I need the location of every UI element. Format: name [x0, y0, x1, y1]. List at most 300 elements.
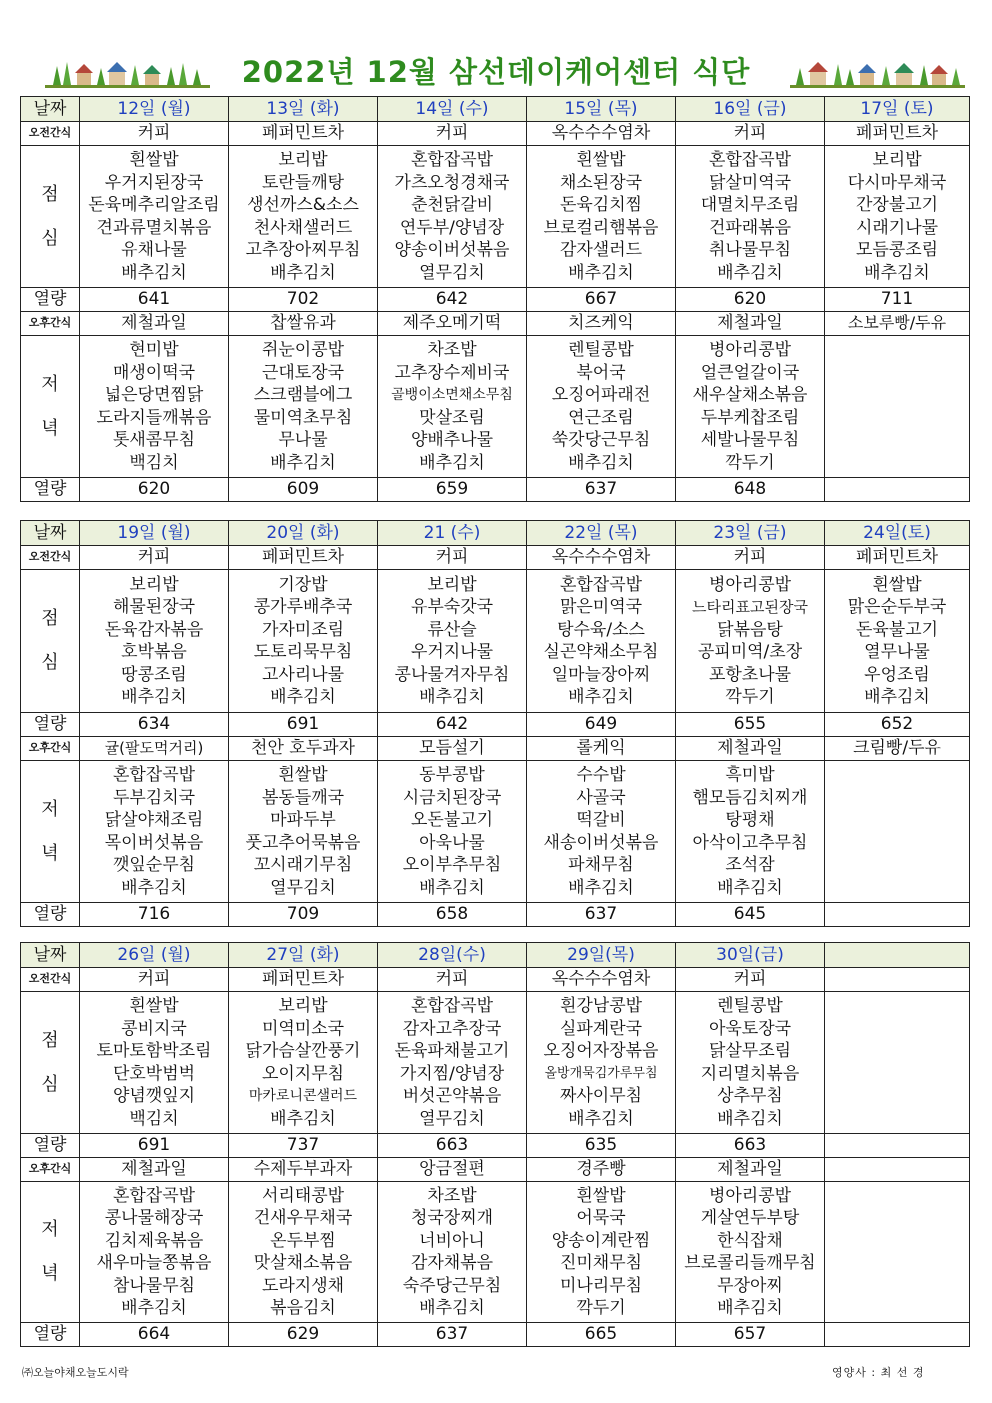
day-header: 17일 (토) — [825, 97, 970, 122]
menu-item: 파채무침 — [568, 855, 634, 875]
lunch-cell — [80, 570, 229, 713]
page-header — [0, 48, 992, 92]
lunch-label — [21, 146, 80, 288]
afternoon-snack-cell: 소보루빵/두유 — [825, 312, 970, 336]
company-name: ㈜오늘야채오늘도시락 — [22, 1366, 129, 1379]
menu-item: 차조밥 — [427, 1185, 477, 1206]
dinner-cell — [229, 1182, 378, 1323]
menu-item: 진미채무침 — [559, 1253, 643, 1273]
menu-item: 기장밥 — [278, 574, 328, 595]
menu-item: 견과류멸치볶음 — [96, 217, 212, 238]
menu-item: 건파래볶음 — [708, 217, 792, 238]
calories-cell: 620 — [676, 288, 825, 312]
dinner-cell — [676, 336, 825, 478]
calories-label: 열량 — [21, 903, 80, 927]
menu-item: 공피미역/초장 — [697, 642, 803, 662]
menu-item: 배추김치 — [568, 452, 634, 473]
day-header: 29일(목) — [527, 943, 676, 968]
afternoon-snack-cell: 제주오메기떡 — [378, 312, 527, 336]
menu-item: 토마토함박조림 — [96, 1041, 212, 1061]
calories-cell: 657 — [676, 1323, 825, 1347]
menu-item: 물미역초무침 — [253, 407, 353, 428]
calories-cell: 648 — [676, 478, 825, 502]
lunch-cell — [825, 146, 970, 288]
menu-item: 흰쌀밥 — [576, 150, 626, 170]
day-header: 19일 (월) — [80, 521, 229, 546]
menu-item: 맛살조림 — [419, 407, 485, 428]
morning-snack-cell: 옥수수수염차 — [527, 546, 676, 570]
menu-item: 숙주당근무침 — [402, 1275, 502, 1296]
dinner-calories-row — [21, 478, 970, 502]
menu-item: 오징어자장볶음 — [543, 1041, 659, 1061]
menu-item: 배추김치 — [419, 1298, 485, 1318]
morning-snack-cell — [825, 968, 970, 992]
calories-label: 열량 — [21, 288, 80, 312]
calories-label: 열량 — [21, 713, 80, 737]
lunch-label-top: 점 — [41, 183, 59, 205]
lunch-cell — [80, 146, 229, 288]
dinner-label-bottom: 녁 — [41, 842, 59, 864]
menu-item: 배추김치 — [717, 1298, 783, 1318]
menu-item: 김치제육볶음 — [104, 1230, 204, 1251]
menu-item: 스크램블에그 — [253, 385, 353, 405]
menu-item: 새송이버섯볶음 — [543, 832, 659, 853]
lunch-label-top: 점 — [41, 1029, 59, 1051]
afternoon-snack-cell: 치즈케익 — [527, 312, 676, 336]
menu-item: 보리밥 — [427, 574, 477, 595]
afternoon-snack-cell: 제철과일 — [676, 1158, 825, 1182]
menu-item: 감자고추장국 — [402, 1018, 502, 1039]
afternoon-snack-cell: 천안 호두과자 — [229, 737, 378, 761]
date-row — [21, 943, 970, 968]
menu-item: 목이버섯볶음 — [104, 832, 204, 853]
menu-item: 혼합잡곡밥 — [410, 150, 494, 170]
morning-snack-cell: 페퍼민트차 — [825, 546, 970, 570]
dinner-row — [21, 1182, 970, 1323]
menu-item: 단호박범벅 — [112, 1063, 196, 1084]
morning-snack-cell: 커피 — [676, 546, 825, 570]
menu-item: 렌틸콩밥 — [717, 996, 783, 1016]
menu-item: 떡갈비 — [576, 810, 626, 830]
menu-item: 아삭이고추무침 — [692, 832, 808, 853]
menu-item: 아욱토장국 — [708, 1018, 792, 1039]
menu-item: 브로컬리햄볶음 — [543, 217, 659, 238]
menu-item: 우거지나물 — [410, 642, 494, 662]
dinner-cell — [378, 761, 527, 903]
calories-cell: 620 — [80, 478, 229, 502]
menu-item: 사골국 — [576, 787, 626, 808]
menu-item: 열무김치 — [419, 1108, 485, 1129]
menu-item: 실파계란국 — [559, 1018, 643, 1039]
dinner-cell — [676, 761, 825, 903]
dinner-cell — [527, 336, 676, 478]
lunch-cell — [676, 570, 825, 713]
morning-snack-row — [21, 546, 970, 570]
menu-item: 우거지된장국 — [104, 172, 204, 193]
morning-snack-cell: 커피 — [80, 546, 229, 570]
lunch-calories-row — [21, 288, 970, 312]
calories-cell: 709 — [229, 903, 378, 927]
menu-item: 배추김치 — [568, 687, 634, 707]
menu-item: 시래기나물 — [855, 217, 939, 238]
dinner-label — [21, 336, 80, 478]
calories-cell: 649 — [527, 713, 676, 737]
menu-item: 연근조림 — [568, 407, 634, 428]
menu-item: 미역미소국 — [261, 1018, 345, 1039]
afternoon-snack-cell: 경주빵 — [527, 1158, 676, 1182]
lunch-label-top: 점 — [41, 608, 59, 629]
menu-item: 배추김치 — [270, 452, 336, 473]
menu-item: 돈육불고기 — [855, 619, 939, 640]
menu-item: 게살연두부탕 — [700, 1208, 800, 1228]
week-table-3 — [20, 942, 970, 1347]
menu-item: 한식잡채 — [717, 1230, 783, 1251]
menu-item: 흰쌀밥 — [278, 765, 328, 785]
calories-cell: 635 — [527, 1134, 676, 1158]
afternoon-snack-cell — [825, 1158, 970, 1182]
morning-snack-cell: 커피 — [378, 968, 527, 992]
menu-item: 혼합잡곡밥 — [112, 765, 196, 785]
afternoon-snack-row — [21, 1158, 970, 1182]
day-header: 30일(금) — [676, 943, 825, 968]
morning-snack-label: 오전간식 — [21, 122, 80, 146]
menu-item: 배추김치 — [419, 877, 485, 898]
lunch-label — [21, 570, 80, 713]
morning-snack-row — [21, 122, 970, 146]
menu-item: 배추김치 — [568, 262, 634, 283]
lunch-cell — [80, 992, 229, 1134]
lunch-cell — [229, 146, 378, 288]
menu-item: 맑은미역국 — [559, 597, 643, 617]
day-header: 27일 (화) — [229, 943, 378, 968]
menu-item: 햄모듬김치찌개 — [692, 787, 808, 808]
afternoon-snack-label: 오후간식 — [21, 1158, 80, 1182]
afternoon-snack-cell: 제철과일 — [676, 737, 825, 761]
menu-item: 풋고추어묵볶음 — [245, 832, 361, 853]
menu-item: 양송이계란찜 — [551, 1230, 651, 1251]
dietitian-name: 영양사 : 최 선 경 — [832, 1366, 925, 1379]
menu-item: 배추김치 — [121, 1298, 187, 1318]
afternoon-snack-cell: 제철과일 — [676, 312, 825, 336]
menu-item: 일마늘장아찌 — [551, 664, 651, 685]
afternoon-snack-row — [21, 737, 970, 761]
day-header: 13일 (화) — [229, 97, 378, 122]
dinner-label — [21, 761, 80, 903]
menu-item: 배추김치 — [864, 687, 930, 707]
menu-item: 배추김치 — [568, 877, 634, 898]
menu-item: 상추무침 — [717, 1086, 783, 1106]
menu-item: 어묵국 — [576, 1208, 626, 1228]
menu-item: 깍두기 — [725, 687, 775, 707]
menu-item: 차조밥 — [427, 340, 477, 360]
date-row — [21, 521, 970, 546]
afternoon-snack-label: 오후간식 — [21, 312, 80, 336]
menu-item: 깍두기 — [725, 452, 775, 473]
menu-item: 천사채샐러드 — [253, 217, 353, 238]
calories-cell: 691 — [229, 713, 378, 737]
lunch-row — [21, 992, 970, 1134]
calories-cell: 637 — [527, 903, 676, 927]
calories-cell: 655 — [676, 713, 825, 737]
menu-item: 도라지생채 — [261, 1275, 345, 1296]
afternoon-snack-row — [21, 312, 970, 336]
menu-item: 너비아니 — [419, 1230, 485, 1251]
menu-item: 오징어파래전 — [551, 385, 651, 405]
menu-item: 오이지무침 — [261, 1063, 345, 1084]
morning-snack-cell: 커피 — [378, 122, 527, 146]
menu-item: 대멸치무조림 — [700, 195, 800, 215]
day-header: 15일 (목) — [527, 97, 676, 122]
menu-item: 콩비지국 — [121, 1018, 187, 1039]
calories-cell: 658 — [378, 903, 527, 927]
menu-item: 감자샐러드 — [559, 240, 643, 260]
lunch-row — [21, 146, 970, 288]
menu-item: 오돈불고기 — [410, 810, 494, 830]
menu-item: 배추김치 — [419, 687, 485, 707]
day-header: 22일 (목) — [527, 521, 676, 546]
lunch-cell — [527, 146, 676, 288]
dinner-cell — [527, 1182, 676, 1323]
dinner-cell-empty — [825, 336, 970, 478]
day-header — [825, 943, 970, 968]
calories-cell: 711 — [825, 288, 970, 312]
calories-cell: 702 — [229, 288, 378, 312]
dinner-cell — [229, 761, 378, 903]
morning-snack-cell: 커피 — [378, 546, 527, 570]
menu-item: 건새우무채국 — [253, 1208, 353, 1228]
menu-item: 배추김치 — [121, 262, 187, 283]
menu-item: 유부숙갓국 — [410, 597, 494, 617]
menu-item: 볶음김치 — [270, 1298, 336, 1318]
lunch-cell — [676, 146, 825, 288]
menu-item: 새우마늘쫑볶음 — [96, 1253, 212, 1273]
afternoon-snack-cell: 제철과일 — [80, 1158, 229, 1182]
dinner-cell-empty — [825, 761, 970, 903]
calories-cell: 665 — [527, 1323, 676, 1347]
dinner-calories-row — [21, 903, 970, 927]
menu-item: 다시마무채국 — [847, 172, 947, 193]
menu-item: 골뱅이소면채소무침 — [391, 387, 513, 403]
date-label: 날짜 — [21, 521, 80, 546]
dinner-label-bottom: 녁 — [41, 417, 59, 439]
menu-item: 북어국 — [576, 362, 626, 383]
menu-item: 마카로니콘샐러드 — [248, 1088, 358, 1104]
menu-item: 돈육김치찜 — [559, 195, 643, 215]
menu-item: 흰쌀밥 — [576, 1185, 626, 1206]
lunch-cell — [229, 992, 378, 1134]
menu-item: 넓은당면찜닭 — [104, 385, 204, 405]
lunch-label-bottom: 심 — [41, 1073, 59, 1095]
lunch-cell — [527, 992, 676, 1134]
menu-item: 취나물무침 — [708, 240, 792, 260]
menu-item: 보리밥 — [129, 574, 179, 595]
lunch-cell — [378, 992, 527, 1134]
menu-item: 열무김치 — [270, 877, 336, 898]
menu-item: 맑은순두부국 — [847, 597, 947, 617]
morning-snack-cell: 커피 — [676, 122, 825, 146]
afternoon-snack-cell: 앙금절편 — [378, 1158, 527, 1182]
menu-item: 감자채볶음 — [410, 1253, 494, 1273]
menu-item: 해물된장국 — [112, 597, 196, 617]
morning-snack-cell: 페퍼민트차 — [229, 122, 378, 146]
menu-item: 고추장아찌무침 — [245, 240, 361, 260]
lunch-cell — [378, 570, 527, 713]
calories-cell: 737 — [229, 1134, 378, 1158]
menu-item: 닭가슴살깐풍기 — [245, 1041, 361, 1061]
dinner-cell — [676, 1182, 825, 1323]
menu-item: 맛살채소볶음 — [253, 1253, 353, 1273]
morning-snack-row — [21, 968, 970, 992]
morning-snack-label: 오전간식 — [21, 546, 80, 570]
calories-label: 열량 — [21, 1323, 80, 1347]
menu-item: 춘천닭갈비 — [410, 195, 494, 215]
menu-item: 청국장찌개 — [410, 1208, 494, 1228]
menu-item: 양배추나물 — [410, 430, 494, 450]
calories-cell: 663 — [676, 1134, 825, 1158]
afternoon-snack-cell: 귤(팔도먹거리) — [80, 737, 229, 761]
morning-snack-cell: 커피 — [80, 968, 229, 992]
menu-item: 배추김치 — [121, 877, 187, 898]
lunch-cell-empty — [825, 992, 970, 1134]
menu-item: 깻잎순무침 — [112, 855, 196, 875]
calories-cell: 634 — [80, 713, 229, 737]
day-header: 26일 (월) — [80, 943, 229, 968]
afternoon-snack-cell: 제철과일 — [80, 312, 229, 336]
menu-item: 마파두부 — [270, 810, 336, 830]
afternoon-snack-label: 오후간식 — [21, 737, 80, 761]
menu-item: 혼합잡곡밥 — [559, 574, 643, 595]
menu-item: 세발나물무침 — [700, 430, 800, 450]
calories-cell: 637 — [527, 478, 676, 502]
menu-item: 닭살야채조림 — [104, 810, 204, 830]
week-table-2 — [20, 520, 970, 927]
dinner-cell-empty — [825, 1182, 970, 1323]
calories-cell: 641 — [80, 288, 229, 312]
menu-item: 흰쌀밥 — [129, 150, 179, 170]
menu-item: 가츠오청경채국 — [394, 172, 510, 193]
day-header: 24일(토) — [825, 521, 970, 546]
menu-item: 동부콩밥 — [419, 765, 485, 785]
menu-item: 수수밥 — [576, 765, 626, 785]
day-header: 14일 (수) — [378, 97, 527, 122]
menu-item: 흰강남콩밥 — [559, 996, 643, 1016]
day-header: 12일 (월) — [80, 97, 229, 122]
dinner-cell — [80, 1182, 229, 1323]
page-title: 2022년 12월 삼선데이케어센터 식단 — [241, 55, 751, 89]
menu-item: 콩가루배추국 — [253, 597, 353, 617]
menu-item: 우엉조림 — [864, 664, 930, 685]
menu-item: 올방개묵김가루무침 — [544, 1065, 658, 1081]
week-table-1 — [20, 96, 970, 502]
calories-cell — [825, 1323, 970, 1347]
menu-item: 채소된장국 — [559, 172, 643, 193]
menu-item: 혼합잡곡밥 — [112, 1185, 196, 1206]
dinner-row — [21, 761, 970, 903]
menu-item: 배추김치 — [121, 687, 187, 707]
menu-item: 배추김치 — [717, 877, 783, 898]
menu-item: 닭볶음탕 — [717, 619, 783, 640]
morning-snack-cell: 옥수수수염차 — [527, 122, 676, 146]
calories-cell: 664 — [80, 1323, 229, 1347]
calories-cell: 609 — [229, 478, 378, 502]
menu-item: 새우살채소볶음 — [692, 385, 808, 405]
dinner-cell — [80, 761, 229, 903]
date-label: 날짜 — [21, 97, 80, 122]
menu-item: 땅콩조림 — [121, 664, 187, 685]
lunch-cell — [378, 146, 527, 288]
menu-item: 얼큰얼갈이국 — [700, 362, 800, 383]
menu-item: 배추김치 — [864, 262, 930, 283]
menu-item: 봄동들깨국 — [261, 787, 345, 808]
menu-item: 도라지들깨볶음 — [96, 407, 212, 428]
menu-item: 탕평채 — [725, 810, 775, 830]
menu-item: 톳새콤무침 — [112, 430, 196, 450]
calories-cell — [825, 903, 970, 927]
dinner-cell — [80, 336, 229, 478]
menu-item: 병아리콩밥 — [708, 1185, 792, 1206]
menu-item: 쥐눈이콩밥 — [261, 340, 345, 360]
menu-item: 탕수육/소스 — [557, 619, 645, 640]
menu-item: 유채나물 — [121, 240, 187, 260]
calories-cell — [825, 478, 970, 502]
calories-cell: 691 — [80, 1134, 229, 1158]
menu-item: 버섯곤약볶음 — [402, 1086, 502, 1106]
menu-item: 배추김치 — [270, 262, 336, 283]
village-decoration-right-icon — [790, 56, 965, 88]
menu-item: 매생이떡국 — [112, 362, 196, 383]
menu-item: 간장불고기 — [855, 195, 939, 215]
menu-item: 생선까스&소스 — [247, 195, 359, 215]
menu-item: 쑥갓당근무침 — [551, 430, 651, 450]
menu-item: 지리멸치볶음 — [700, 1063, 800, 1084]
menu-item: 두부케찹조림 — [700, 407, 800, 428]
menu-item: 무나물 — [278, 430, 328, 450]
menu-item: 돈육감자볶음 — [104, 619, 204, 640]
menu-item: 류산슬 — [427, 619, 477, 640]
menu-item: 짜사이무침 — [559, 1086, 643, 1106]
day-header: 20일 (화) — [229, 521, 378, 546]
dinner-label — [21, 1182, 80, 1323]
menu-item: 열무나물 — [864, 642, 930, 662]
menu-item: 흰쌀밥 — [129, 996, 179, 1016]
menu-item: 양념깻잎지 — [112, 1086, 196, 1106]
dinner-cell — [378, 336, 527, 478]
morning-snack-cell: 페퍼민트차 — [229, 968, 378, 992]
lunch-calories-row — [21, 1134, 970, 1158]
menu-item: 온두부찜 — [270, 1230, 336, 1251]
day-header: 23일 (금) — [676, 521, 825, 546]
menu-item: 근대토장국 — [261, 362, 345, 383]
menu-item: 콩나물겨자무침 — [394, 664, 510, 685]
lunch-label — [21, 992, 80, 1134]
lunch-calories-row — [21, 713, 970, 737]
afternoon-snack-cell: 찹쌀유과 — [229, 312, 378, 336]
menu-item: 돈육파채불고기 — [394, 1041, 510, 1061]
afternoon-snack-cell: 모듬설기 — [378, 737, 527, 761]
afternoon-snack-cell: 수제두부과자 — [229, 1158, 378, 1182]
calories-cell: 642 — [378, 713, 527, 737]
menu-item: 배추김치 — [270, 687, 336, 707]
menu-item: 병아리콩밥 — [708, 574, 792, 595]
lunch-cell — [676, 992, 825, 1134]
lunch-cell — [229, 570, 378, 713]
morning-snack-cell: 페퍼민트차 — [825, 122, 970, 146]
menu-item: 포항초나물 — [708, 664, 792, 685]
day-header: 21 (수) — [378, 521, 527, 546]
menu-item: 렌틸콩밥 — [568, 340, 634, 360]
menu-item: 오이부추무침 — [402, 855, 502, 875]
menu-item: 배추김치 — [270, 1108, 336, 1129]
